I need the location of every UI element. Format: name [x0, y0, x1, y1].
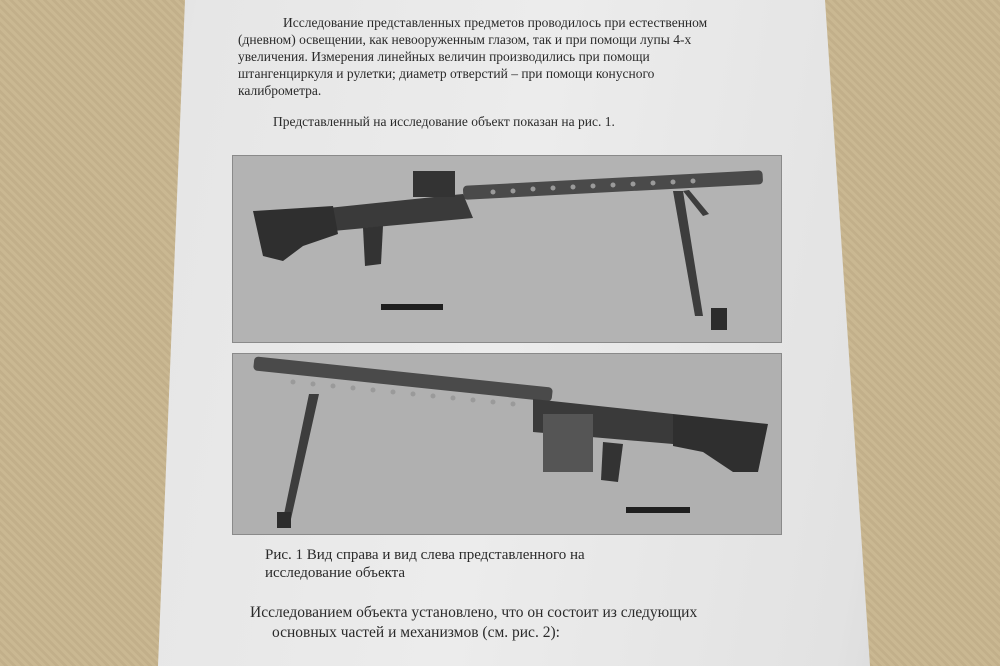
intro-line: (дневном) освещении, как невооруженным глазом, так и при помощи лупы 4-х [238, 32, 692, 47]
machine-gun-left-view-image [233, 354, 781, 534]
intro-line: калиброметра. [238, 83, 322, 98]
figure-right-view-photo [232, 155, 782, 343]
intro-line: штангенциркуля и рулетки; диаметр отверстий – при помощи конусного [238, 66, 655, 81]
findings-line: основных частей и механизмов (см. рис. 2): [272, 624, 560, 641]
machine-gun-right-view-image [233, 156, 781, 342]
intro-line: Исследование представленных предметов проводилось при естественном [283, 15, 708, 30]
intro-line: увеличения. Измерения линейных величин производились при помощи [238, 49, 650, 64]
findings-paragraph [250, 603, 697, 643]
findings-line: Исследованием объекта установлено, что он состоит из следующих [250, 604, 698, 621]
figure-left-view-photo [232, 353, 782, 535]
figure-caption [265, 546, 585, 582]
intro-paragraph [238, 14, 707, 99]
caption-line: исследование объекта [265, 565, 406, 581]
caption-line: Рис. 1 Вид справа и вид слева представленного на [265, 547, 585, 563]
object-shown-sentence: Представленный на исследование объект показан на рис. 1. [273, 114, 615, 129]
